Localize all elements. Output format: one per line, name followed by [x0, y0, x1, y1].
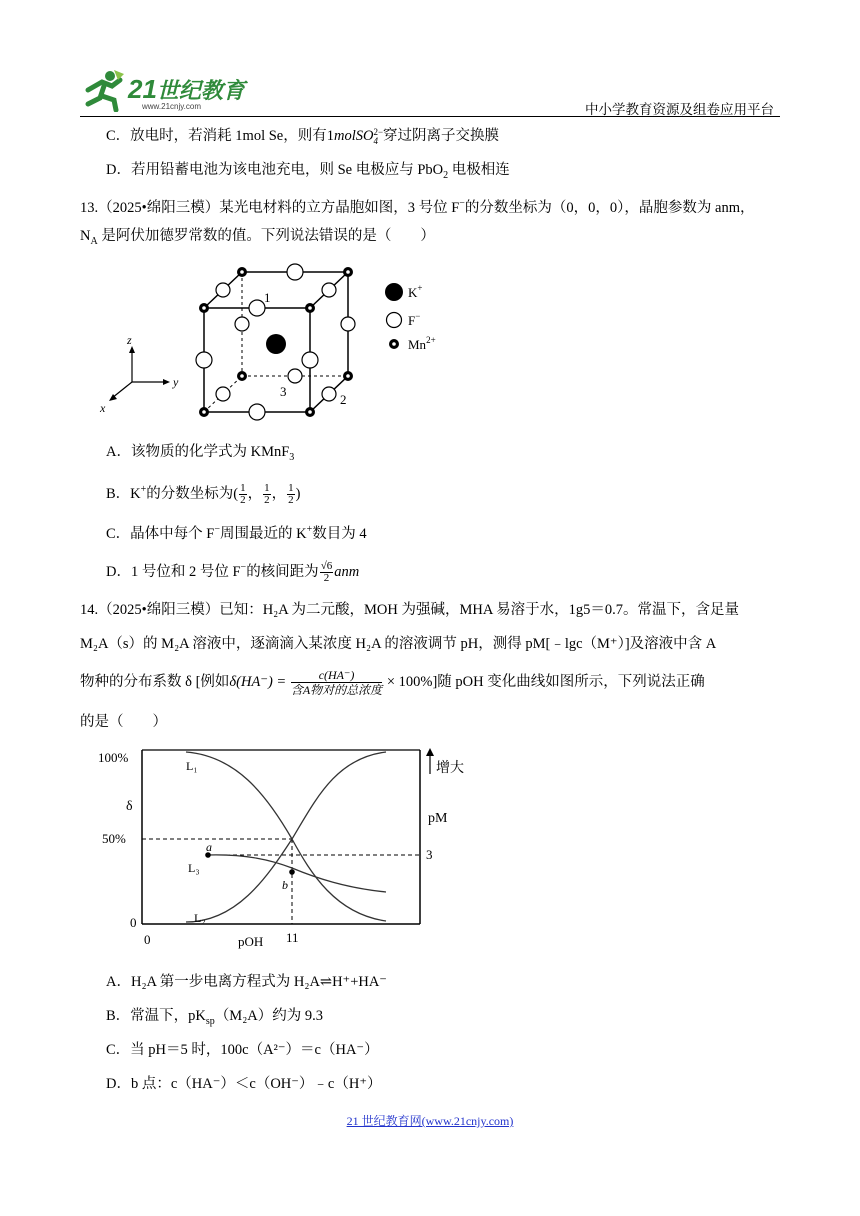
q14-stem-line3: 物种的分布系数 δ [例如δ(HA⁻) = $\frac{c(HA^-)}{\text{含A物对的总浓度}}$ × 100%]随 pOH 变化曲线如图所示，下列说法正确	[80, 668, 705, 697]
q13-option-d: D．1 号位和 2 号位 F−的核间距为 $\frac{√6}{2}$ anm	[106, 560, 360, 584]
x-tick-0: 0	[144, 932, 151, 947]
x-tick-11: 11	[286, 930, 299, 945]
x-axis-label: pOH	[238, 934, 264, 949]
q14-option-a: A．H₂A 第一步电离方程式为 H₂A⇌H⁺+HA⁻	[106, 974, 387, 990]
axis-y-label: y	[173, 375, 179, 389]
footer-link[interactable]: 21 世纪教育网(www.21cnjy.com)	[346, 1114, 514, 1128]
right-arrow-label: 增大	[436, 761, 464, 776]
q14-stem-line2: M₂A（s）的 M₂A 溶液中，逐滴滴入某浓度 H₂A 的溶液调节 pH，测得 pM[﹣lgc（M⁺）]及溶液中含 A	[80, 636, 717, 652]
q13-option-a: A．该物质的化学式为 KMnF$_3$	[106, 444, 295, 463]
q14-option-d: D．b 点：c（HA⁻）＜c（OH⁻）﹣c（H⁺）	[106, 1076, 382, 1092]
legend-k-marker	[385, 283, 403, 301]
logo-cn: 世纪教育	[156, 78, 245, 103]
q14-option-b: B．常温下，$pK_{sp}(M_2A)$约为 9.3	[106, 1008, 323, 1027]
logo-number: 21	[128, 74, 157, 104]
y-right-label: pM	[428, 811, 448, 826]
q13-stem-line2: $N_A$ 是阿伏加德罗常数的值。下列说法错误的是（ ）	[80, 228, 435, 247]
q14-stem-line4: 的是（ ）	[80, 714, 167, 730]
q13-option-c: C．晶体中每个 F−周围最近的 K+数目为 4	[106, 524, 367, 542]
legend-f-label: F−	[408, 311, 421, 328]
q12-option-d: D．若用铅蓄电池为该电池充电，则 Se 电极应与 PbO$_2$ 电极相连	[106, 162, 510, 181]
point-label-b: b	[282, 878, 288, 892]
axis-z-label: z	[127, 333, 132, 347]
point-label-a: a	[206, 840, 212, 854]
y-tick-50: 50%	[102, 831, 126, 846]
right-tick-3: 3	[426, 847, 433, 862]
logo-url: www.21cnjy.com	[142, 102, 201, 111]
header-logo	[80, 68, 250, 112]
q13-stem-line1: 13.（2025•绵阳三模）某光电材料的立方晶胞如图，3 号位 F−的分数坐标为（0，0，0），晶胞参数为 anm，	[80, 198, 755, 216]
platform-name: 中小学教育资源及组卷应用平台	[585, 102, 774, 117]
legend-k-label: K+	[408, 283, 423, 300]
point-b	[289, 869, 295, 875]
legend-mn-label: $Mn^{2+}$	[408, 335, 436, 352]
crystal-cell-figure	[96, 258, 456, 424]
y-tick-100: 100%	[98, 750, 129, 765]
series-label-l1: L₁	[186, 759, 198, 773]
footer	[0, 1112, 860, 1129]
position-label-3: 3	[280, 384, 287, 399]
legend-f-marker	[387, 313, 402, 328]
distribution-chart	[96, 744, 476, 950]
header-rule	[80, 116, 780, 117]
runner-logo-icon	[80, 68, 128, 112]
position-label-2: 2	[340, 392, 347, 407]
series-label-l3: L₃	[188, 861, 200, 875]
position-label-1: 1	[264, 290, 271, 305]
series-label-l2: L₂	[194, 911, 206, 925]
q14-option-c: C．当 pH＝5 时，100c（A²⁻）＝c（HA⁻）	[106, 1042, 379, 1058]
q13-option-b: B．K+的分数坐标为( $\frac{1}{2}$ ， $\frac{1}{2}$ ， $\frac{1}{2}$ )	[106, 482, 301, 506]
q14-stem-line1: 14.（2025•绵阳三模）已知：H₂A 为二元酸，MOH 为强碱，MHA 易溶于水，1g5＝0.7。常温下，含足量	[80, 602, 740, 618]
y-left-label: δ	[126, 799, 133, 814]
y-tick-0: 0	[130, 915, 137, 930]
q12-option-c: C．放电时，若消耗 1mol Se，则有1molSO 2− 4 穿过阴离子交换膜	[106, 126, 500, 146]
axis-x-label: x	[100, 401, 106, 415]
